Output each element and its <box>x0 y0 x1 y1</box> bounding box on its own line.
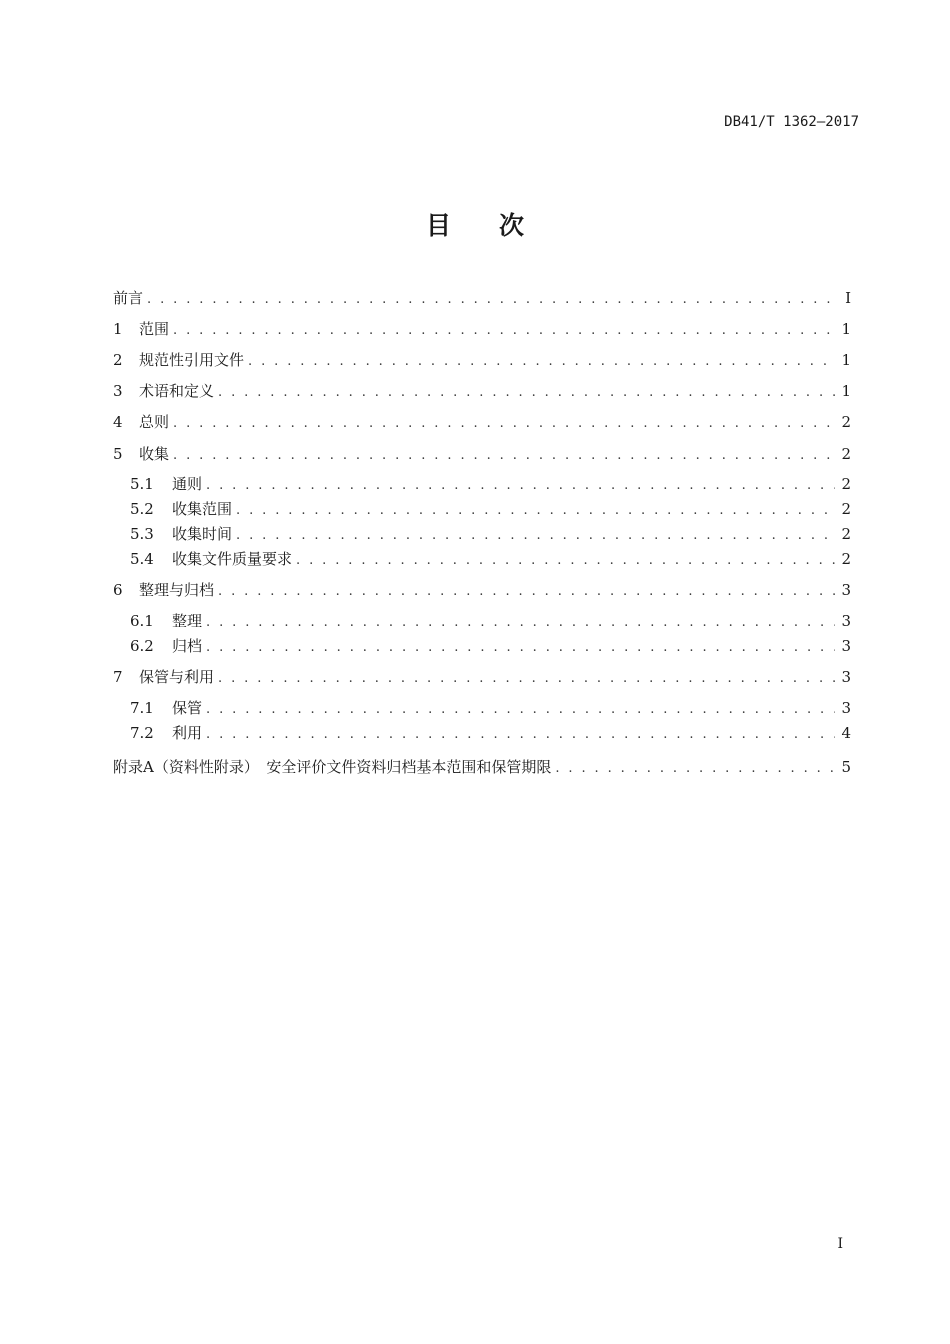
toc-entry-title: 附录A（资料性附录） 安全评价文件资料归档基本范围和保管期限 <box>113 758 552 776</box>
toc-entry-number: 7 <box>113 668 123 686</box>
toc-entry-number: 3 <box>113 382 123 400</box>
toc-entry-title: 术语和定义 <box>139 382 215 400</box>
toc-entry-number: 7.2 <box>130 724 154 742</box>
toc-entry-page: 2 <box>841 500 851 518</box>
toc-entry-page: 3 <box>841 637 851 655</box>
document-code: DB41/T 1362—2017 <box>724 114 859 130</box>
toc-entry-title: 收集文件质量要求 <box>172 550 293 568</box>
toc-entry-page: 1 <box>841 351 851 369</box>
toc-leader <box>206 612 835 634</box>
toc-entry-title: 规范性引用文件 <box>139 351 245 369</box>
page-title-char-1: 目 <box>425 211 451 240</box>
toc-entry-page: 3 <box>841 581 851 599</box>
toc-leader <box>173 320 835 342</box>
toc-entry-title: 收集范围 <box>172 500 233 518</box>
toc-leader <box>296 550 835 572</box>
toc-leader <box>218 581 835 603</box>
toc-leader <box>555 758 835 780</box>
toc-entry-page: 3 <box>841 668 851 686</box>
toc-entry-title: 总则 <box>139 413 170 431</box>
page-title-char-2: 次 <box>499 211 525 240</box>
toc-entry-7[interactable] <box>113 666 851 688</box>
toc-entry-number: 2 <box>113 351 123 369</box>
page-title <box>0 206 950 242</box>
toc-entry-title: 收集时间 <box>172 525 233 543</box>
toc-entry-title: 收集 <box>139 445 170 463</box>
toc-entry-number: 5.4 <box>130 550 154 568</box>
toc-leader <box>206 475 835 497</box>
toc-entry-foreword[interactable] <box>113 287 851 309</box>
toc-entry-title: 前言 <box>113 289 144 307</box>
toc-entry-number: 4 <box>113 413 123 431</box>
toc-entry-page: 1 <box>841 320 851 338</box>
toc-entry-number: 6.1 <box>130 612 154 630</box>
toc-entry-5-4[interactable] <box>130 548 851 570</box>
toc-leader <box>147 289 835 311</box>
toc-entry-number: 7.1 <box>130 699 154 717</box>
toc-entry-5-3[interactable] <box>130 523 851 545</box>
toc-leader <box>173 445 835 467</box>
toc-entry-number: 5.2 <box>130 500 154 518</box>
toc-leader <box>206 637 835 659</box>
toc-entry-3[interactable] <box>113 380 851 402</box>
toc-entry-5-1[interactable] <box>130 473 851 495</box>
toc-leader <box>218 668 835 690</box>
toc-entry-page: 3 <box>841 612 851 630</box>
toc-entry-page: 5 <box>841 758 851 776</box>
page-number: I <box>837 1236 843 1252</box>
toc-entry-title: 整理与归档 <box>139 581 215 599</box>
toc-entry-page: 3 <box>841 699 851 717</box>
toc-entry-number: 5.3 <box>130 525 154 543</box>
toc-entry-page: 1 <box>841 382 851 400</box>
toc-entry-page: 2 <box>841 445 851 463</box>
toc-leader <box>206 724 835 746</box>
toc-entry-title: 归档 <box>172 637 203 655</box>
toc-entry-5-2[interactable] <box>130 498 851 520</box>
toc-entry-number: 5 <box>113 445 123 463</box>
toc-entry-5[interactable] <box>113 443 851 465</box>
toc-leader <box>236 525 835 547</box>
toc-entry-appendix-a[interactable] <box>113 756 851 778</box>
toc-entry-number: 1 <box>113 320 123 338</box>
toc-entry-title: 保管 <box>172 699 203 717</box>
toc-entry-title: 范围 <box>139 320 170 338</box>
toc-entry-page: 2 <box>841 475 851 493</box>
toc-entry-page: I <box>845 289 851 307</box>
toc-entry-6[interactable] <box>113 579 851 601</box>
toc-entry-2[interactable] <box>113 349 851 371</box>
toc-entry-6-2[interactable] <box>130 635 851 657</box>
toc-entry-number: 6.2 <box>130 637 154 655</box>
toc-entry-4[interactable] <box>113 411 851 433</box>
toc-leader <box>248 351 835 373</box>
toc-entry-page: 2 <box>841 413 851 431</box>
toc-entry-title: 利用 <box>172 724 203 742</box>
toc-entry-6-1[interactable] <box>130 610 851 632</box>
toc-leader <box>173 413 835 435</box>
toc-leader <box>218 382 835 404</box>
toc-entry-title: 通则 <box>172 475 203 493</box>
toc-entry-number: 5.1 <box>130 475 154 493</box>
toc-leader <box>236 500 835 522</box>
toc-entry-page: 4 <box>841 724 851 742</box>
toc-entry-1[interactable] <box>113 318 851 340</box>
toc-entry-number: 6 <box>113 581 123 599</box>
toc-entry-page: 2 <box>841 550 851 568</box>
toc-entry-7-1[interactable] <box>130 697 851 719</box>
toc-entry-7-2[interactable] <box>130 722 851 744</box>
toc-entry-title: 整理 <box>172 612 203 630</box>
toc-leader <box>206 699 835 721</box>
toc-entry-title: 保管与利用 <box>139 668 215 686</box>
toc-entry-page: 2 <box>841 525 851 543</box>
